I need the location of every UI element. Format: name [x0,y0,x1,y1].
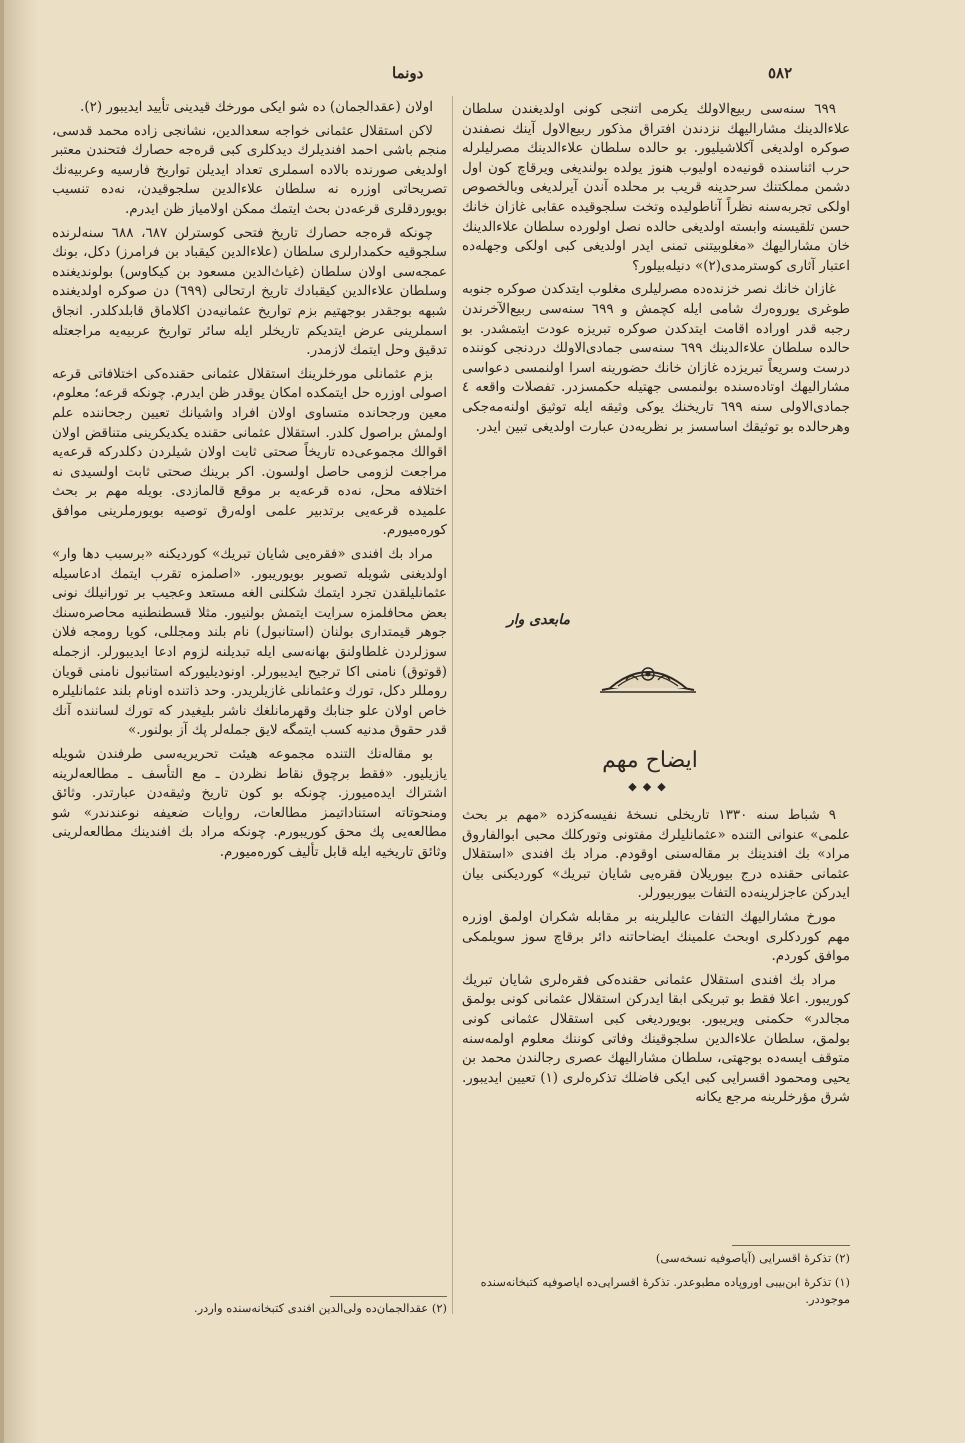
footnote-rule [330,1296,447,1297]
paragraph: لاکن استقلال عثمانی خواجه سعدالدین، نشانجی زاده محمد قدسی، منجم باشی احمد افندیلرك دیدکلری کبی قره‌جه حصارك فتحندن معتبر اولدیغی صورنده بالاده اسملری تعداد ایدیلن تواریخ فارسیه وعربیه‌نك تصریحاتی اوزره نه سلطان علاءالدین سلجوقیدن، نه‌ده تنسیب بویوردقلری قرعه‌دن بحث ایتمك ممکن اولامیاز ظن ایدرم. [52,122,447,217]
paragraph: چونکه قره‌جه حصارك تاریخ فتحی کوسترلن ٦٨٧، ٦٨٨ سنه‌لرنده سلجوقیه حکمدارلری سلطان (علاءالدین کیقباد بن فرامرز) دکل، بونك عمجه‌سی اولان سلطان (غیاث‌الدین مسعود بن کیکاوس) بولوندیغنده وسلطان علاءالدین کیقبادك تاریخ ارتحالی (٦٩٩) دن صوکره اولدیغنده شبهه بوجقدر بوجهتیم بزم تواریخ عثمانیه‌دن اکلاماق قابلدکلدر. انجاق اسملرینی عرض ایتدیکم تاریخلر ایله سائر تواریخ عربیه‌یه مراجعتله تدقیق وحل ایتمك لازمدر. [52,224,447,359]
paragraph: بو مقاله‌نك التنده مجموعه هیئت تحریریه‌سی طرفندن شویله یازیلیور. «فقط برچوق نقاط نظردن ـ مع التأسف ـ مطالعه‌لرینه اشتراك ایده‌میورز. چونکه بو کون تاریخ وثیقه‌دن عبارتدر. وثائق ومنحوتاته استناداتیمز مطالعات، روایات ضعیفه نوعندندر» شو مطالعه‌یی پك محق کوریبورم. چونکه مراد بك افندینك مطالعه‌لرینی وثائق تاریخیه ایله قابل تألیف کوره‌میورم. [52,746,447,860]
paragraph: ٩ شباط سنه ١٣٣٠ تاریخلی نسخهٔ نفیسه‌کزده «مهم بر بحث علمی» عنوانی التنده «عثمانلیلرك مفتونی وتورکلك محبی ابوالفاروق مراد» بك افندینك بر مقاله‌سنی اوقودم. مراد بك افندی «استقلال عثمانی حقنده درج بیوریلان فقره‌یی شایان تبریك» کوردیکنی بیان ایدرکن عاجزلرینه‌ده التفات بیوربیورلر. [462,807,850,902]
page-number: ٥٨٢ [768,64,793,82]
footnote: (٢) عقدالجمان‌ده ولی‌الدین افندی کتبخانه‌سنده واردر. [193,1301,447,1315]
footnote: (١) تذکرهٔ ابن‌بیبی اوروپاده مطبوعدر. تذکرهٔ اقسرایی‌ده ایاصوفیه کتبخانه‌سنده موجوددر. [480,1275,850,1306]
paragraph: مراد بك افندی «فقره‌یی شایان تبریك» کوردیکنه «برسبب دها وار» اولدیغنی شویله تصویر بویوریبور. «اصلمزه تقرب ایتمك ادعاسیله عثمانلیلقدن تجرد ایتمك شکلنی الغه مستعد وعجیب بر تورانیلك نونی بعض محافلمزه سرایت ایتمش بولنیور. مثلا قسطنطنیه محاصره‌سنك جوهر قیمتداری بولنان (استانبول) نام بلند ومجللی، کویا رومجه فلان سوزلردن غلطاولنق بهانه‌سی ایله تبدیلنه لزوم ادعا ایدیبورلر. ازجمله (قوتوق) نامنی اکا ترجیح ایدیبورلر. اونودیلیورکه استانبول نامنی قویان رومللر دکل، تورك وعثمانلی غازیلریدر. وحد ذاتنده اونام بلند عثمانلیلره خاص اولان علو جنابك وقهرمانلغك ناشر بلیغیدر که تورك لساننده آنك قدر حقوق مدنیه کسب ایتمگه لایق جمله‌لر پك آز بولنور.» [52,546,447,739]
paragraph: ٦٩٩ سنه‌سی ربیع‌الاولك یکرمی اتنجی کونی اولدیغندن سلطان علاءالدینك مشارالیهك نزدندن افتراق مذکور ربیع‌الاول آینك نصفندن صوکره اولدیغی آکلاشیلیور. بو حالده سلطان علاءالدینك مصرلیلرله حرب اثناسنده قونیه‌ده اولیوب هنوز یولده بولندیغی ویرقاچ کون اول دشمن مملکتنك سرحدینه قریب بر محلده آندن آیرلدیغی وبالخصوص اولکی تجربه‌سنه نظراً آناطولیده وتخت سلجوقیده عقابی غازان خانك حسن تلقیسنه وابسته اولدیغی حالده نصل اولورده سلطان علاءالدینك خان مشارالیهك «مغلوبیتنی تمنی ایدر اولدیغی کبی اولکی وجهله‌ده اعتبار آثاری کوسترمدی(٢)» دنیله‌بیلور؟ [462,101,850,274]
right-column-lower [462,806,850,1112]
diamond-divider: ◆◆◆ [628,780,672,793]
paragraph: مراد بك افندی استقلال عثمانی حقنده‌کی فقره‌لری شایان تبریك کوریبور. اعلا فقط بو تبریکی ابقا ایدرکن استقلال عثمانی کونی بولمق مجالدر» حکمنی ویریبور. بویوردیغی کبی استقلال عثمانی کونی بولمق، سلطان علاءالدین سلجوقینك وفاتی کوننك معلوم اولمه‌سنه متوقف ایسه‌ده بوجهتی، سلطان مشارالیهك عصری رجالندن محمد بن یحیی ومحمود اقسرایی کبی ایکی فاضلك تذکره‌لری (١) تعیین ایدیبور. شرق مؤرخلرینه مرجع یکانه [462,971,850,1106]
paragraph: اولان (عقدالجمان) ده شو ایکی مورخك قیدینی تأیید ایدیبور (٢). [80,99,433,115]
paragraph: مورخ مشارالیهك التفات عالیلرینه بر مقابله شکران اولمق اوزره مهم کوردکلری اوبحث علمینك ایضاحاتنه دائر برقاچ سوز سویلمکی موافق کوردم. [462,908,850,965]
left-column [52,98,447,867]
running-title: دونما [392,64,424,82]
paragraph: بزم عثمانلی مورخلرینك استقلال عثمانی حقنده‌کی اختلافاتی قرعه اصولی اوزره حل ایتمکده امکان یوقدر ظن ایدرم. چونکه قرعه؛ معلوم، معین ورجحانده متساوی اولان افراد واشیانك تعیین رجحاننده علم اولمش براصول کلدر. استقلال عثمانی حقنده یکدیکرینی متناقض اولان اقوالك مجموعی‌ده تاریخاً صحتی ثابت اولان شیلردن دکلدرکه قرعه‌یه مراجعت لزومی حاصل اولسون. اکر برینك صحتی ثابت اولسیدی نه اختلافه محل، نه‌ده قرعه‌یه بر موقع قالمازدی. بویله مهم بر بحث علمیده قرعه‌یی برتدبیر علمی اوله‌رق توصیه بویورملرینی موافق کوره‌میورم. [52,365,447,539]
paragraph: غازان خانك نصر خزنده‌ده مصرلیلری مغلوب ایتدکدن صوکره جنوبه طوغری یوروه‌رك شامی ایله کچمش و ٦٩٩ سنه‌سی ربیع‌الآخرندن رجبه قدر اوراده اقامت ایتدکدن صوکره تبریزه عودت ایتمشدر. بو حالده سلطان علاءالدینك ٦٩٩ سنه‌سی جمادی‌الاولك دردنجی کوننده درست وسریعاً تبریزده غازان خانك حضورینه اسرا اولنمسی دعواسی مشارالیهك اوتاده‌سنده بولنمسی جهتیله حکمسزدر. تفصلات واقعه ٤ جمادی‌الاولی سنه ٦٩٩ تاریخنك یوکی وثیقه ایله توثیق اولنه‌مه‌جکی وهرحالده بو توثیقك اساسسز بر نظریه‌دن عبارت اولدیغی تبین ایدر. [462,281,850,435]
notice-title: ایضاح مهم [602,748,698,773]
continued-note: مابعدی وار [506,612,570,628]
right-column-upper [462,100,850,441]
column-divider [452,96,453,1314]
footnote: (٢) تذکرهٔ اقسرایی (آیاصوفیه نسخه‌سی) [655,1251,850,1265]
page-edge [0,0,4,1443]
vignette-ornament [596,650,700,698]
footnote-rule [732,1245,850,1246]
binding-gutter [0,0,38,1443]
